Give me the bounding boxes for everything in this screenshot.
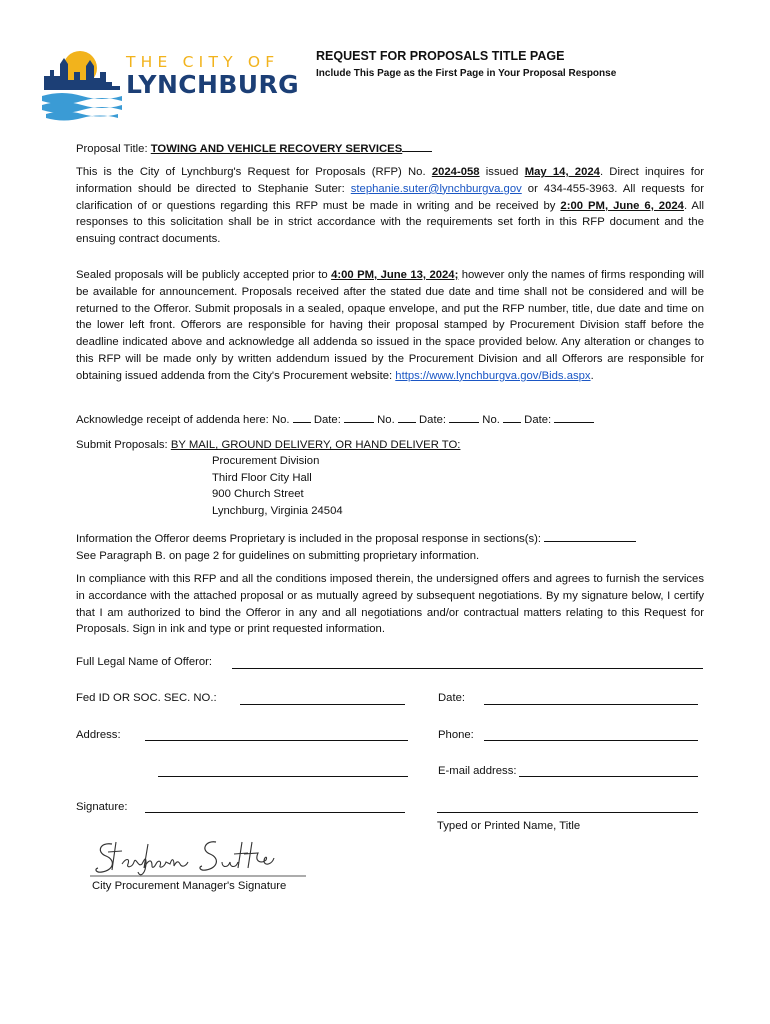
phone-field[interactable] [484,740,698,741]
mailing-address [212,453,343,519]
submit-proposals-line [76,437,704,454]
address-line: Procurement Division [212,455,320,467]
proprietary-line-2: See Paragraph B. on page 2 for guidelines on submitting proprietary information. [76,549,480,562]
addendum-date-label: Date: [313,414,341,426]
submit-label: Submit Proposals: [76,439,168,451]
question-deadline: 2:00 PM, June 6, 2024 [560,199,684,212]
addenda-acknowledgement [76,411,704,429]
logo-text-small: THE CITY OF [126,53,280,71]
addendum-2-number-field[interactable] [398,411,416,423]
rfp-number: 2024-058 [431,166,480,178]
handwritten-signature-icon [90,834,310,882]
legal-name-field[interactable] [232,668,703,669]
city-logo [40,46,300,122]
proposal-title-value: TOWING AND VEHICLE RECOVERY SERVICES [150,143,403,155]
email-field[interactable] [519,776,698,777]
fed-id-label: Fed ID OR SOC. SEC. NO.: [76,692,217,704]
typed-name-label: Typed or Printed Name, Title [437,820,581,832]
legal-name-label: Full Legal Name of Offeror: [76,656,213,668]
addendum-3-date-field[interactable] [554,411,594,423]
logo-text-big: LYNCHBURG [126,70,300,99]
addendum-1-number-field[interactable] [293,411,311,423]
text-run: . All responses to this solicitation shall be in strict accordance with the requirements set forth in this RFP document and the ensuing contract documents. [76,199,704,246]
proprietary-sections-field[interactable] [544,530,636,542]
text-run: . [590,369,594,382]
date-field[interactable] [484,704,698,705]
phone-label: Phone: [438,729,474,741]
text-run: issued [479,166,525,178]
addendum-no-label: No. [482,414,500,426]
inquiry-paragraph [76,164,704,248]
compliance-paragraph: In compliance with this RFP and all the conditions imposed therein, the undersigned offers and agrees to furnish the services in accordance with the attached proposal or as mutually agreed by subsequent negotiations. By my signature below, I certify that I am authorized to bind the Offeror in any and all negotiations and/or contractual matters relating to this Request for Proposals. Sign in ink and type or print requested information. [76,573,704,636]
proposal-title-label: Proposal Title: [76,143,148,155]
text-run: . Direct inquires for information should be directed to Stephanie Suter: [76,166,704,195]
addendum-date-label: Date: [419,414,447,426]
address-line: Lynchburg, Virginia 24504 [212,504,343,517]
proprietary-line-1: Information the Offeror deems Proprietary is included in the proposal response in sections(s): [76,533,542,545]
signature-field[interactable] [145,812,405,813]
signature-label: Signature: [76,801,128,813]
typed-name-field[interactable] [437,812,698,813]
fed-id-field[interactable] [240,704,405,705]
sealed-proposals-paragraph [76,267,704,385]
addendum-date-label: Date: [524,414,552,426]
addendum-2-date-field[interactable] [449,411,479,423]
contact-email-link[interactable]: stephanie.suter@lynchburgva.gov [350,182,522,195]
address-line: Third Floor City Hall [212,471,312,484]
proprietary-info [76,530,704,565]
address-field-line-2[interactable] [158,776,408,777]
submit-method: BY MAIL, GROUND DELIVERY, OR HAND DELIVER TO: [170,439,461,451]
proposal-due-date: 4:00 PM, June 13, 2024; [331,269,459,281]
addendum-1-date-field[interactable] [344,411,374,423]
issue-date: May 14, 2024 [524,166,600,178]
address-field-line-1[interactable] [145,740,408,741]
proposal-title-line [76,140,704,158]
email-label: E-mail address: [438,765,517,777]
date-label: Date: [438,692,466,704]
address-label: Address: [76,729,121,741]
text-run: This is the City of Lynchburg's Request for Proposals (RFP) No. [76,166,432,178]
address-line: 900 Church Street [212,488,304,500]
proposal-title-underline [402,140,432,152]
manager-signature-caption: City Procurement Manager's Signature [92,880,287,892]
text-run: or 434-455-3963. All requests for clarification of or questions regarding this RFP must be made in writing and be received by [76,182,705,212]
addendum-no-label: No. [271,414,290,426]
page-subtitle: Include This Page as the First Page in Your Proposal Response [316,68,617,79]
text-run: however only the names of firms responding will be available for announcement. Proposals received after the stated due date and time shall not be considered and will be returned to the Offeror. Submit proposals in a sealed, opaque envelope, and put the RFP number, title, due date and time on the lower left front. Offerors are responsible for having their proposal stamped by Procurement Division staff before the deadline indicated above and acknowledge all addenda so issued in the space provided below. Any alteration or changes to this RFP will be made only by written addendum issued by the Procurement Division and all Offerors are responsible for obtaining issued addenda from the City's Procurement website: [76,269,704,382]
text-run: Sealed proposals will be publicly accepted prior to [76,269,332,281]
addendum-3-number-field[interactable] [503,411,521,423]
addendum-no-label: No. [377,414,395,426]
page-title: REQUEST FOR PROPOSALS TITLE PAGE [316,49,565,63]
procurement-website-link[interactable]: https://www.lynchburgva.gov/Bids.aspx [395,369,591,382]
skyline-sun-icon [40,46,124,122]
addenda-label: Acknowledge receipt of addenda here: [76,414,269,426]
